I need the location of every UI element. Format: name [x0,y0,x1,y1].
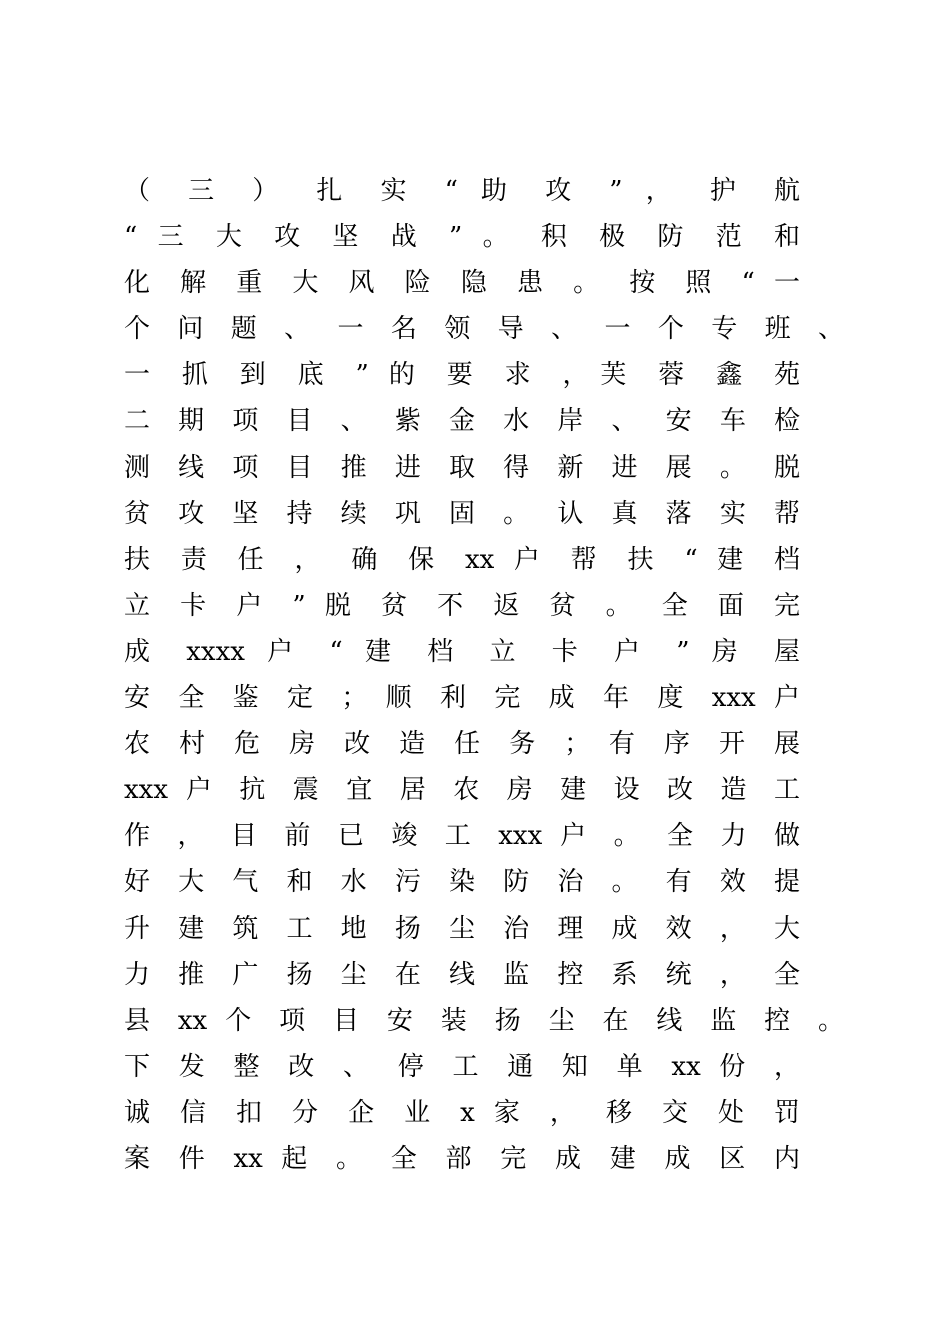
text-line-8: 贫 攻 坚 持 续 巩 固 。 认 真 落 实 帮 [124,498,800,529]
text-line-6: 二 期 项 目 、 紫 金 水 岸 、 安 车 检 [124,406,800,437]
text-line-5: 一 抓 到 底 ” 的 要 求 ，芙 蓉 鑫 苑 [124,360,800,391]
text-line-12: 安 全 鉴 定 ； 顺 利 完 成 年 度 xxx 户 [124,683,800,714]
text-line-9: 扶 责 任 ， 确 保 xx 户 帮 扶 “ 建 档 [124,544,800,575]
text-line-19: 县 xx 个 项 目 安 装 扬 尘 在 线 监 控 。 [124,1005,844,1036]
text-line-11: 成 xxxx 户 “ 建 档 立 卡 户 ” 房 屋 [124,636,800,667]
text-line-20: 下 发 整 改 、 停 工 通 知 单 xx 份 ， [124,1051,800,1082]
text-line-17: 升 建 筑 工 地 扬 尘 治 理 成 效 ， 大 [124,913,800,944]
body-paragraph [124,168,844,1182]
text-line-2: “ 三 大 攻 坚 战 ” 。 积 极 防 范 和 [124,222,800,253]
text-line-15: 作 ， 目 前 已 竣 工 xxx 户 。 全 力 做 [124,821,800,852]
text-line-7: 测 线 项 目 推 进 取 得 新 进 展 。 脱 [124,452,800,483]
text-line-18: 力 推 广 扬 尘 在 线 监 控 系 统 ， 全 [124,959,800,990]
text-line-1: （ 三 ） 扎 实 “ 助 攻 ” ， 护 航 [124,176,800,206]
text-line-21: 诚 信 扣 分 企 业 x 家 ， 移 交 处 罚 [124,1097,800,1128]
text-line-22: 案 件 xx 起 。 全 部 完 成 建 成 区 内 [124,1143,800,1174]
text-line-3: 化 解 重 大 风 险 隐 患 。 按 照 “ 一 [124,268,800,299]
text-line-4: 个 问 题 、 一 名 领 导 、 一 个 专 班 、 [124,314,844,345]
text-line-14: xxx 户 抗 震 宜 居 农 房 建 设 改 造 工 [124,775,800,806]
text-line-16: 好 大 气 和 水 污 染 防 治 。 有 效 提 [124,867,800,898]
text-line-13: 农 村 危 房 改 造 任 务 ； 有 序 开 展 [124,729,800,760]
text-line-10: 立 卡 户 ” 脱 贫 不 返 贫 。 全 面 完 [124,590,800,621]
